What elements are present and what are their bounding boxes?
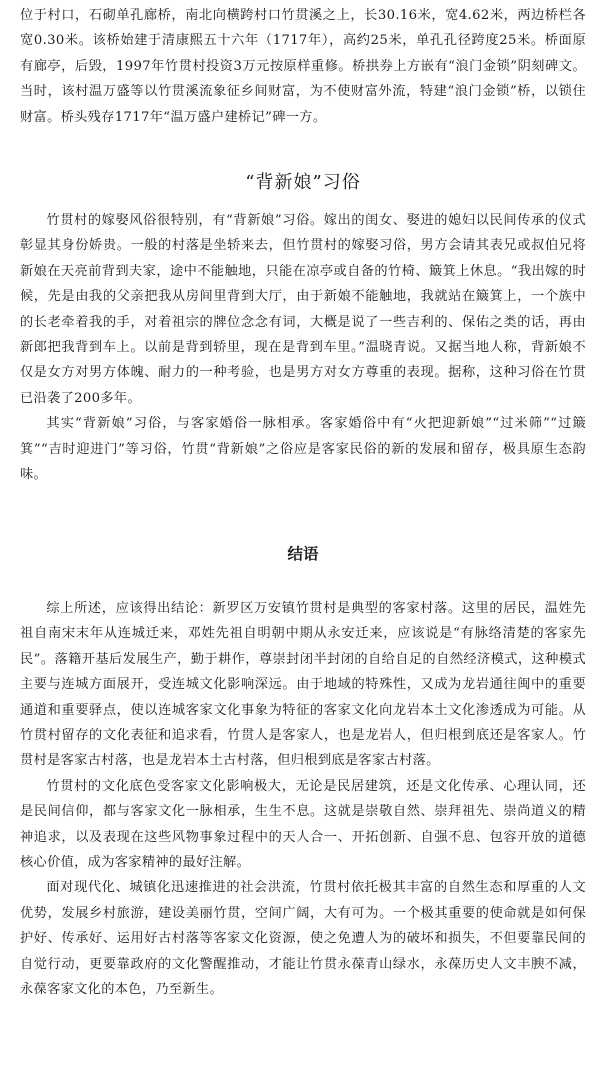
bridge-paragraph: 位于村口，石砌单孔廊桥，南北向横跨村口竹贯溪之上，长30.16米，宽4.62米，两边桥栏各宽0.30米。该桥始建于清康熙五十六年（1717年），高约25米，单孔孔径跨度25米。桥面原有廊亭，后毁，1997年竹贯村投资3万元按原样重修。桥拱券上方嵌有“浪门金锁”阴刻碑文。当时，该村温万盛等以竹贯溪流象征乡间财富，为不使财富外流，特建“浪门金锁”桥，以锁住财富。桥头残存1717年“温万盛户建桥记”碑一方。 <box>20 8 586 125</box>
custom-section-title: “背新娘”习俗 <box>245 172 361 193</box>
conclusion-paragraph-1: 综上所述，应该得出结论：新罗区万安镇竹贯村是典型的客家村落。这里的居民，温姓先祖自南宋末年从连城迁来，邓姓先祖自明朝中期从永安迁来，应该说是“有脉络清楚的客家先民”。落籍开基后发展生产，勤于耕作，尊崇封闭半封闭的自给自足的自然经济模式，这种模式主要与连城方面展开，受连城文化影响深远。由于地域的特殊性，又成为龙岩通往闽中的重要通道和重要驿点，使以连城客家文化事象为特征的客家文化向龙岩本土文化渗透成为可能。从竹贯村留存的文化表征和追求看，竹贯人是客家人，也是龙岩人，但归根到底还是客家人。竹贯村是客家古村落，也是龙岩本土古村落，但归根到底是客家古村落。 <box>20 601 586 769</box>
bridge-description-section <box>20 3 586 130</box>
conclusion-section-body <box>20 596 586 1003</box>
conclusion-title: 结语 <box>287 545 319 563</box>
custom-paragraph-1: 竹贯村的嫁娶风俗很特别，有“背新娘”习俗。嫁出的闺女、娶进的媳妇以民间传承的仪式彰显其身份娇贵。一般的村落是坐轿来去，但竹贯村的嫁娶习俗，男方会请其表兄或叔伯兄将新娘在天亮前背到夫家，途中不能触地，只能在凉亭或自备的竹椅、簸箕上休息。“我出嫁的时候，先是由我的父亲把我从房间里背到大厅，由于新娘不能触地，我就站在簸箕上，一个族中的长老牵着我的手，对着祖宗的牌位念念有词，大概是说了一些吉利的、保佑之类的话，再由新郎把我背到车上。以前是背到轿里，现在是背到车里。”温晓青说。又据当地人称，背新娘不仅是女方对男方体魄、耐力的一种考验，也是男方对女方尊重的表现。据称，这种习俗在竹贯已沿袭了200多年。 <box>20 213 586 406</box>
conclusion-paragraph-2: 竹贯村的文化底色受客家文化影响极大，无论是民居建筑，还是文化传承、心理认同，还是民间信仰，都与客家文化一脉相承，生生不息。这就是崇敬自然、崇拜祖先、崇尚道义的精神追求，以及表现在这些风物事象过程中的天人合一、开拓创新、自强不息、包容开放的道德核心价值，成为客家精神的最好注解。 <box>20 778 586 871</box>
custom-paragraph-2: 其实“背新娘”习俗，与客家婚俗一脉相承。客家婚俗中有“火把迎新娘”“过米筛”“过簸箕”“吉时迎进门”等习俗，竹贯“背新娘”之俗应是客家民俗的新的发展和留存，极具原生态韵味。 <box>20 416 586 483</box>
custom-section-body <box>20 208 586 487</box>
conclusion-paragraph-3: 面对现代化、城镇化迅速推进的社会洪流，竹贯村依托极其丰富的自然生态和厚重的人文优势，发展乡村旅游，建设美丽竹贯，空间广阔，大有可为。一个极其重要的使命就是如何保护好、传承好、运用好古村落等客家文化资源，使之免遭人为的破坏和损失，不但要靠民间的自觉行动，更要靠政府的文化警醒推动，才能让竹贯永葆青山绿水，永葆历史人文丰腴不减，永葆客家文化的本色，乃至新生。 <box>20 880 586 998</box>
